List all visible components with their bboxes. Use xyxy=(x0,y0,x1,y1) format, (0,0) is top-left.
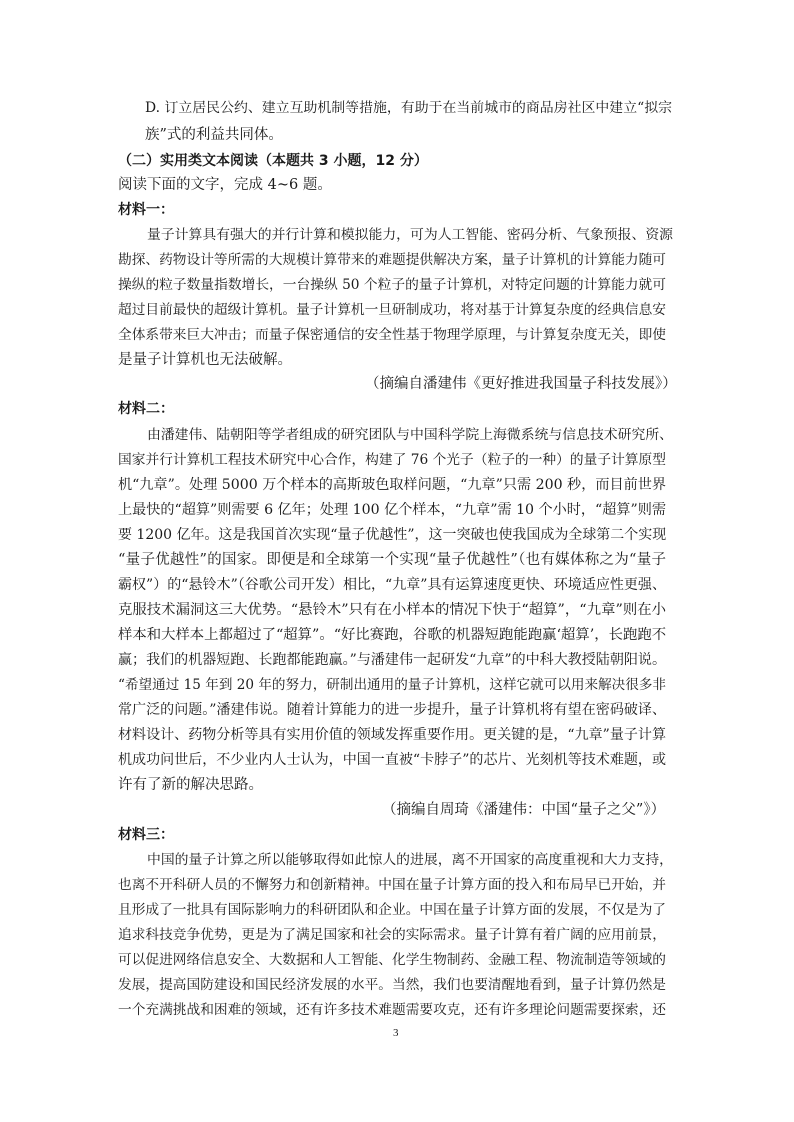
material2-line: 赢；我们的机器短跑、长跑都能跑赢。”与潘建伟一起研发“九章”的中科大教授陆朝阳说。 xyxy=(118,652,666,668)
material2-line: “希望通过 15 年到 20 年的努力，研制出通用的量子计算机，这样它就可以用来解决很多非 xyxy=(118,677,666,693)
material2-line: 样本和大样本上都超过了“超算”。“好比赛跑，谷歌的机器短跑能跑赢‘超算’，长跑跑不 xyxy=(118,627,667,643)
material2-line: 克服技术漏洞这三大优势。“悬铃木”只有在小样本的情况下快于“超算”，“九章”则在小 xyxy=(118,602,666,618)
material2-line: 霸权”）的“悬铃木”（谷歌公司开发）相比，“九章”具有运算速度更快、环境适应性更强、 xyxy=(118,577,666,593)
option-d-line-2: 族”式的利益共同体。 xyxy=(145,127,283,143)
material2-source: （摘编自周琦《潘建伟：中国“量子之父”》） xyxy=(382,802,666,818)
material2-line: 许有了新的解决思路。 xyxy=(118,777,263,793)
material3-line: 且形成了一批具有国际影响力的科研团队和企业。中国在量子计算方面的发展，不仅是为了 xyxy=(118,902,666,918)
material1-line: 是量子计算机也无法破解。 xyxy=(118,352,292,368)
material1-line: 全体系带来巨大冲击；而量子保密通信的安全性基于物理学原理，与计算复杂度无关，即使 xyxy=(118,327,666,343)
material2-line: 机“九章”。处理 5000 万个样本的高斯玻色取样问题，“九章”只需 200 秒，而目前世界 xyxy=(118,477,666,493)
material2-line: “量子优越性”的国家。即便是和全球第一个实现“量子优越性”（也有媒体称之为“量子 xyxy=(118,552,666,568)
material2-line: 上最快的“超算”则需要 6 亿年；处理 100 亿个样本，“九章”需 10 个小时，“超算”则需 xyxy=(118,502,666,518)
material2-label: 材料二： xyxy=(118,401,174,417)
material2-line: 机成功问世后，不少业内人士认为，中国一直被“卡脖子”的芯片、光刻机等技术难题，或 xyxy=(118,752,666,768)
material1-line: 操纵的粒子数量指数增长，一台操纵 50 个粒子的量子计算机，对特定问题的计算能力就可 xyxy=(118,277,666,293)
material2-line: 常广泛的问题。”潘建伟说。随着计算能力的进一步提升，量子计算机将有望在密码破译、 xyxy=(118,702,666,718)
material2-line: 由潘建伟、陆朝阳等学者组成的研究团队与中国科学院上海微系统与信息技术研究所、 xyxy=(147,427,673,443)
material1-label: 材料一： xyxy=(118,202,174,218)
material1-line: 勘探、药物设计等所需的大规模计算带来的难题提供解决方案，量子计算机的计算能力随可 xyxy=(118,252,666,268)
material2-line: 国家并行计算机工程技术研究中心合作，构建了 76 个光子（粒子的一种）的量子计算原型 xyxy=(118,452,666,468)
material3-line: 中国的量子计算之所以能够取得如此惊人的进展，离不开国家的高度重视和大力支持， xyxy=(147,852,673,868)
instruction: 阅读下面的文字，完成 4~6 题。 xyxy=(118,177,332,193)
material3-line: 可以促进网络信息安全、大数据和人工智能、化学生物制药、金融工程、物流制造等领域的 xyxy=(118,952,666,968)
material1-source: （摘编自潘建伟《更好推进我国量子科技发展》） xyxy=(365,376,677,392)
section-title: （二）实用类文本阅读（本题共 3 小题，12 分） xyxy=(118,153,428,169)
material3-line: 也离不开科研人员的不懈努力和创新精神。中国在量子计算方面的投入和布局早已开始，并 xyxy=(118,877,666,893)
material3-line: 发展，提高国防建设和国民经济发展的水平。当然，我们也要清醒地看到，量子计算仍然是 xyxy=(118,977,666,993)
page-number: 3 xyxy=(393,1027,399,1039)
material3-line: 追求科技竞争优势，更是为了满足国家和社会的实际需求。量子计算有着广阔的应用前景， xyxy=(118,927,666,943)
option-d-line-1: D. 订立居民公约、建立互助机制等措施，有助于在当前城市的商品房社区中建立“拟宗 xyxy=(145,100,672,116)
material3-line: 一个充满挑战和困难的领域，还有许多技术难题需要攻克，还有许多理论问题需要探索，还 xyxy=(118,1002,666,1018)
material1-line: 量子计算具有强大的并行计算和模拟能力，可为人工智能、密码分析、气象预报、资源 xyxy=(147,227,673,243)
material3-label: 材料三： xyxy=(118,827,174,843)
material2-line: 材料设计、药物分析等具有实用价值的领域发挥重要作用。更关键的是，“九章”量子计算 xyxy=(118,727,666,743)
material1-line: 超过目前最快的超级计算机。量子计算机一旦研制成功，将对基于计算复杂度的经典信息安 xyxy=(118,302,666,318)
material2-line: 要 1200 亿年。这是我国首次实现“量子优越性”，这一突破也使我国成为全球第二个实现 xyxy=(118,527,667,543)
